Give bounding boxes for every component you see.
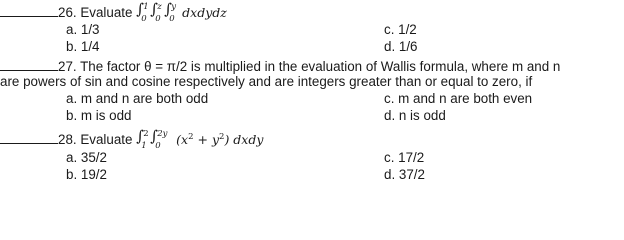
choice-28-b[interactable]: b. 19/2 (66, 167, 107, 182)
choice-27-a[interactable]: a. m and n are both odd (66, 91, 209, 106)
integral-outer: ∫ 2 1 (136, 127, 149, 151)
answer-blank-26[interactable] (0, 4, 58, 17)
choice-28-a[interactable]: a. 35/2 (66, 150, 107, 165)
choice-26-d[interactable]: d. 1/6 (384, 39, 418, 54)
choice-26-a[interactable]: a. 1/3 (66, 22, 100, 37)
integrand-28-plus: + y (193, 132, 220, 147)
question-28 (0, 127, 264, 151)
question-27-line-2: are powers of sin and cosine respectively and are integers greater than or equal to zero, if (0, 74, 533, 89)
integrand-26: dxdydz (182, 5, 227, 20)
choice-28-d[interactable]: d. 37/2 (384, 167, 425, 182)
answer-blank-27[interactable] (0, 58, 58, 71)
question-27-text-1: 27. The factor θ = π/2 is multiplied in the evaluation of Wallis formula, where m and n (58, 59, 561, 74)
integral-3: ∫ y 0 (164, 0, 176, 24)
question-28-expression (136, 127, 264, 151)
question-26-expression (136, 0, 227, 24)
integral-1: ∫ 1 0 (136, 0, 149, 24)
exponent-y: 2 (219, 132, 225, 142)
choice-28-c[interactable]: c. 17/2 (384, 150, 425, 165)
integrand-28-open: (x (176, 132, 189, 147)
choice-27-d[interactable]: d. n is odd (384, 108, 446, 123)
exponent-x: 2 (188, 132, 194, 142)
integral-2: ∫ z 0 (150, 0, 162, 24)
question-26-label: 26. Evaluate (58, 5, 133, 20)
choice-26-b[interactable]: b. 1/4 (66, 39, 100, 54)
integrand-28-close: ) dxdy (224, 132, 264, 147)
choice-27-b[interactable]: b. m is odd (66, 108, 132, 123)
question-28-label: 28. Evaluate (58, 132, 133, 147)
question-27-line-1 (0, 58, 560, 74)
choice-27-c[interactable]: c. m and n are both even (384, 91, 533, 106)
question-26 (0, 0, 227, 24)
choice-26-c[interactable]: c. 1/2 (384, 22, 417, 37)
answer-blank-28[interactable] (0, 131, 58, 144)
integral-inner: ∫ 2y 0 (150, 127, 168, 151)
